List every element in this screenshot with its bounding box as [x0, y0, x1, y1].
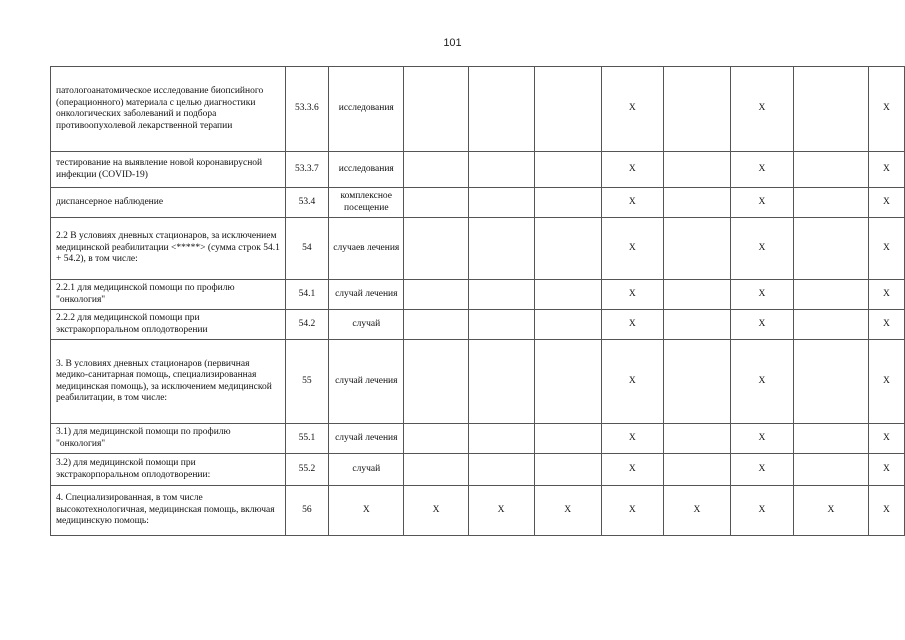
row-name: 4. Специализированная, в том числе высокотехнологичная, медицинская помощь, включая медицинскую помощь:: [51, 486, 286, 536]
mark-cell: X: [601, 424, 663, 454]
mark-cell: [468, 340, 534, 424]
row-unit: случай: [329, 310, 404, 340]
page-number: 101: [443, 37, 462, 49]
mark-cell: [404, 424, 468, 454]
mark-cell: [794, 454, 869, 486]
table-row: [51, 310, 905, 340]
mark-cell: X: [534, 486, 601, 536]
row-code: 53.3.6: [285, 67, 328, 152]
mark-cell: X: [601, 340, 663, 424]
mark-cell: X: [601, 152, 663, 188]
row-unit: случай: [329, 454, 404, 486]
mark-cell: [794, 424, 869, 454]
mark-cell: [468, 310, 534, 340]
mark-cell: [794, 67, 869, 152]
mark-cell: X: [868, 188, 904, 218]
row-code: 53.4: [285, 188, 328, 218]
mark-cell: X: [730, 454, 793, 486]
mark-cell: [404, 152, 468, 188]
mark-cell: X: [601, 280, 663, 310]
mark-cell: [468, 454, 534, 486]
mark-cell: X: [794, 486, 869, 536]
mark-cell: [468, 280, 534, 310]
mark-cell: [534, 280, 601, 310]
mark-cell: [534, 188, 601, 218]
table-row: [51, 67, 905, 152]
row-code: 54.1: [285, 280, 328, 310]
table-row: [51, 280, 905, 310]
row-name: 2.2 В условиях дневных стационаров, за исключением медицинской реабилитации <*****> (сумма строк 54.1 + 54.2), в том числе:: [51, 218, 286, 280]
mark-cell: [468, 218, 534, 280]
mark-cell: [404, 340, 468, 424]
mark-cell: X: [730, 67, 793, 152]
mark-cell: [794, 280, 869, 310]
mark-cell: [794, 310, 869, 340]
mark-cell: [794, 152, 869, 188]
mark-cell: X: [868, 486, 904, 536]
mark-cell: X: [868, 280, 904, 310]
row-code: 55: [285, 340, 328, 424]
mark-cell: [404, 218, 468, 280]
table-row: [51, 152, 905, 188]
mark-cell: [404, 280, 468, 310]
row-unit: случаев лечения: [329, 218, 404, 280]
mark-cell: X: [601, 486, 663, 536]
mark-cell: X: [730, 152, 793, 188]
mark-cell: [663, 454, 730, 486]
mark-cell: X: [730, 340, 793, 424]
mark-cell: X: [730, 218, 793, 280]
row-code: 55.1: [285, 424, 328, 454]
mark-cell: [534, 454, 601, 486]
mark-cell: X: [868, 67, 904, 152]
row-name: 3.1) для медицинской помощи по профилю "онкология": [51, 424, 286, 454]
row-unit: комплексное посещение: [329, 188, 404, 218]
mark-cell: [534, 340, 601, 424]
row-name: тестирование на выявление новой коронавирусной инфекции (COVID-19): [51, 152, 286, 188]
mark-cell: [663, 280, 730, 310]
mark-cell: X: [730, 310, 793, 340]
row-unit: исследования: [329, 152, 404, 188]
mark-cell: [404, 188, 468, 218]
row-code: 56: [285, 486, 328, 536]
table-row: [51, 424, 905, 454]
mark-cell: [794, 340, 869, 424]
mark-cell: [663, 188, 730, 218]
mark-cell: X: [868, 424, 904, 454]
mark-cell: [663, 310, 730, 340]
table-row: [51, 454, 905, 486]
mark-cell: [663, 340, 730, 424]
row-name: 3.2) для медицинской помощи при экстракорпоральном оплодотворении:: [51, 454, 286, 486]
mark-cell: X: [868, 310, 904, 340]
row-name: диспансерное наблюдение: [51, 188, 286, 218]
row-unit: исследования: [329, 67, 404, 152]
row-name: 3. В условиях дневных стационаров (первичная медико-санитарная помощь, специализированная медицинская помощь), за исключением медицинской реабилитации, в том числе:: [51, 340, 286, 424]
mark-cell: [534, 424, 601, 454]
mark-cell: X: [601, 310, 663, 340]
mark-cell: [468, 152, 534, 188]
mark-cell: X: [730, 188, 793, 218]
mark-cell: [404, 67, 468, 152]
row-code: 54: [285, 218, 328, 280]
mark-cell: [534, 152, 601, 188]
row-name: патологоанатомическое исследование биопсийного (операционного) материала с целью диагностики онкологических заболеваний и подбора противоопухолевой лекарственной терапии: [51, 67, 286, 152]
row-code: 55.2: [285, 454, 328, 486]
mark-cell: X: [601, 188, 663, 218]
table-row: [51, 218, 905, 280]
mark-cell: X: [601, 67, 663, 152]
mark-cell: [794, 218, 869, 280]
table-row: [51, 188, 905, 218]
mark-cell: [663, 152, 730, 188]
mark-cell: [534, 67, 601, 152]
mark-cell: X: [730, 424, 793, 454]
mark-cell: X: [868, 340, 904, 424]
mark-cell: X: [868, 152, 904, 188]
row-unit: случай лечения: [329, 424, 404, 454]
mark-cell: X: [730, 486, 793, 536]
mark-cell: [404, 454, 468, 486]
mark-cell: X: [868, 454, 904, 486]
mark-cell: [663, 218, 730, 280]
row-unit: случай лечения: [329, 280, 404, 310]
data-table: [50, 66, 905, 536]
row-code: 54.2: [285, 310, 328, 340]
row-name: 2.2.2 для медицинской помощи при экстракорпоральном оплодотворении: [51, 310, 286, 340]
mark-cell: [404, 310, 468, 340]
row-code: 53.3.7: [285, 152, 328, 188]
mark-cell: X: [404, 486, 468, 536]
mark-cell: X: [601, 218, 663, 280]
mark-cell: [534, 218, 601, 280]
mark-cell: X: [468, 486, 534, 536]
mark-cell: [794, 188, 869, 218]
mark-cell: [468, 188, 534, 218]
row-unit: X: [329, 486, 404, 536]
mark-cell: X: [868, 218, 904, 280]
table-row: [51, 486, 905, 536]
row-unit: случай лечения: [329, 340, 404, 424]
mark-cell: [468, 67, 534, 152]
mark-cell: [534, 310, 601, 340]
mark-cell: X: [601, 454, 663, 486]
mark-cell: [663, 424, 730, 454]
mark-cell: [468, 424, 534, 454]
mark-cell: X: [663, 486, 730, 536]
mark-cell: [663, 67, 730, 152]
mark-cell: X: [730, 280, 793, 310]
table-row: [51, 340, 905, 424]
row-name: 2.2.1 для медицинской помощи по профилю "онкология": [51, 280, 286, 310]
